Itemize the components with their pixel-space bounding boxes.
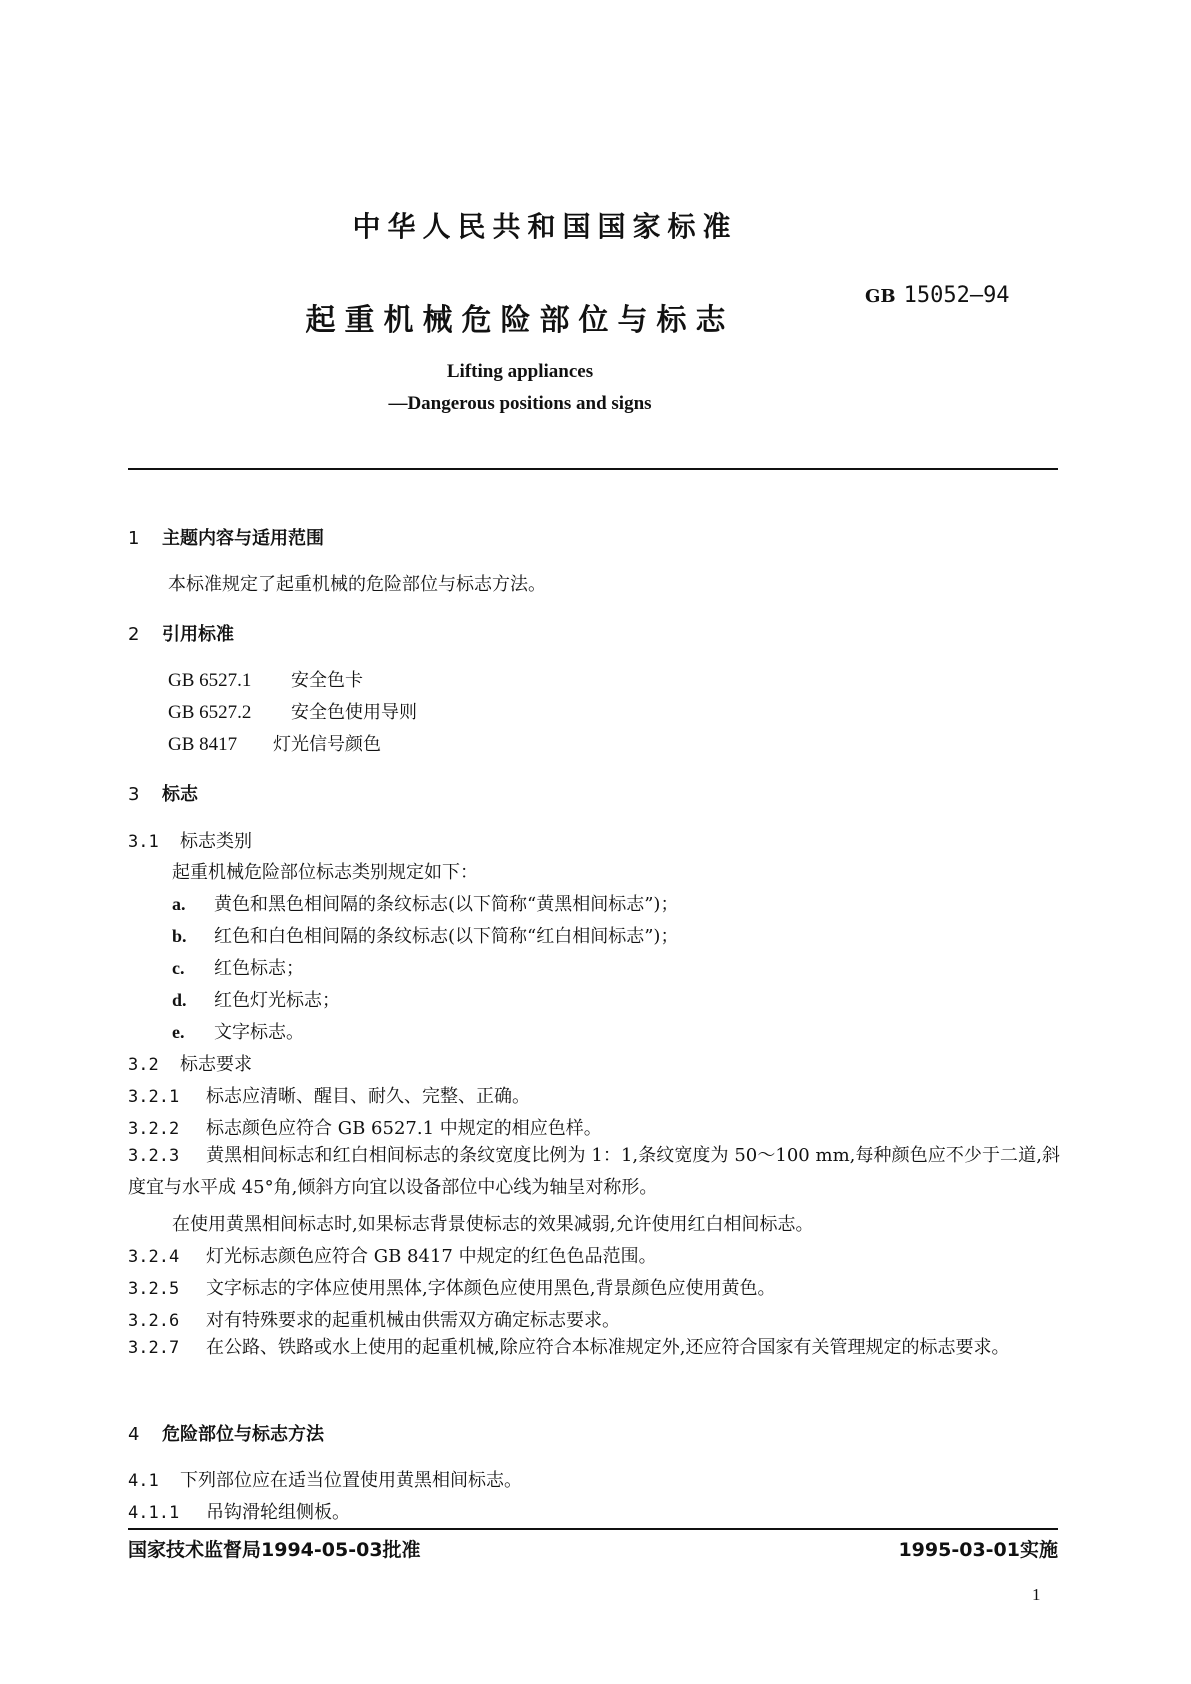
clause-number: 3.2.4 xyxy=(128,1247,180,1267)
list-item xyxy=(172,1018,304,1044)
approval-info: 国家技术监督局1994-05-03批准 xyxy=(128,1539,421,1561)
clause-number: 4.1 xyxy=(128,1471,159,1491)
clause-text: 对有特殊要求的起重机械由供需双方确定标志要求。 xyxy=(206,1310,620,1331)
clause-number: 3.1 xyxy=(128,832,159,852)
standard-code: 15052—94 xyxy=(903,283,1010,308)
clause-3-2-1 xyxy=(128,1082,530,1108)
clause-text: 标志颜色应符合 GB 6527.1 中规定的相应色样。 xyxy=(206,1118,602,1139)
clause-text: 黄黑相间标志和红白相间标志的条纹宽度比例为 1：1,条纹宽度为 50～100 mm,每种颜色应不少于二道,斜度宜与水平成 45°角,倾斜方向宜以设备部位中心线为轴呈对称形。 xyxy=(128,1145,1060,1198)
clause-number: 3.2.1 xyxy=(128,1087,180,1107)
list-text: 红色标志； xyxy=(214,958,304,979)
standard-prefix: GB xyxy=(865,286,896,307)
standard-number xyxy=(865,283,1010,308)
clause-3-2-2 xyxy=(128,1114,602,1140)
implementation-date: 1995-03-01实施 xyxy=(898,1539,1058,1561)
clause-3-1 xyxy=(128,827,252,853)
list-item xyxy=(172,922,678,948)
list-marker: e. xyxy=(172,1022,185,1042)
clause-number: 3.2.5 xyxy=(128,1279,180,1299)
reference-code: GB 6527.1 xyxy=(168,670,252,691)
list-marker: a. xyxy=(172,894,186,914)
clause-text: 灯光标志颜色应符合 GB 8417 中规定的红色色品范围。 xyxy=(206,1246,657,1267)
section-3-heading xyxy=(128,780,198,806)
section-1-number: 1 xyxy=(128,528,140,549)
list-marker: d. xyxy=(172,990,187,1010)
clause-3-2-7 xyxy=(128,1332,1060,1364)
clause-number: 3.2.6 xyxy=(128,1311,180,1331)
clause-text: 下列部位应在适当位置使用黄黑相间标志。 xyxy=(180,1470,522,1491)
reference-name: 安全色卡 xyxy=(291,670,363,691)
section-3-title: 标志 xyxy=(162,784,198,805)
clause-number: 3.2.7 xyxy=(128,1338,180,1358)
section-2-number: 2 xyxy=(128,624,140,645)
section-2-heading xyxy=(128,620,234,646)
english-title-line-1: Lifting appliances xyxy=(446,361,594,382)
page-number: 1 xyxy=(1032,1585,1041,1604)
clause-4-1 xyxy=(128,1466,522,1492)
clause-3-2-3 xyxy=(128,1140,1060,1204)
list-text: 文字标志。 xyxy=(214,1022,304,1043)
header-rule xyxy=(128,468,1058,470)
clause-title: 标志要求 xyxy=(180,1054,252,1075)
reference-item xyxy=(168,666,363,692)
clause-3-1-intro: 起重机械危险部位标志类别规定如下： xyxy=(172,862,478,883)
footer-rule xyxy=(128,1528,1058,1530)
section-1-title: 主题内容与适用范围 xyxy=(162,528,324,549)
list-item xyxy=(172,954,304,980)
clause-3-2-5 xyxy=(128,1274,775,1300)
clause-3-2-3-paragraph-2: 在使用黄黑相间标志时,如果标志背景使标志的效果减弱,允许使用红白相间标志。 xyxy=(172,1214,814,1235)
reference-name: 安全色使用导则 xyxy=(291,702,417,723)
clause-number: 3.2.2 xyxy=(128,1119,180,1139)
list-marker: b. xyxy=(172,926,187,946)
clause-3-2-4 xyxy=(128,1242,657,1268)
section-4-heading xyxy=(128,1420,324,1446)
reference-item xyxy=(168,730,381,756)
list-text: 红色灯光标志； xyxy=(214,990,340,1011)
list-marker: c. xyxy=(172,958,185,978)
clause-text: 文字标志的字体应使用黑体,字体颜色应使用黑色,背景颜色应使用黄色。 xyxy=(206,1278,776,1299)
reference-name: 灯光信号颜色 xyxy=(273,734,381,755)
clause-3-2 xyxy=(128,1050,252,1076)
national-standard-heading: 中华人民共和国国家标准 xyxy=(352,210,738,243)
clause-3-2-6 xyxy=(128,1306,620,1332)
clause-number: 3.2.3 xyxy=(128,1146,180,1166)
section-2-title: 引用标准 xyxy=(162,624,234,645)
section-1-heading xyxy=(128,524,324,550)
reference-code: GB 6527.2 xyxy=(168,702,252,723)
list-text: 红色和白色相间隔的条纹标志(以下简称“红白相间标志”)； xyxy=(214,926,679,947)
section-4-number: 4 xyxy=(128,1424,140,1445)
clause-title: 标志类别 xyxy=(180,831,252,852)
section-1-text: 本标准规定了起重机械的危险部位与标志方法。 xyxy=(168,574,546,595)
clause-number: 3.2 xyxy=(128,1055,159,1075)
reference-item xyxy=(168,698,417,724)
list-item xyxy=(172,890,678,916)
clause-text: 标志应清晰、醒目、耐久、完整、正确。 xyxy=(206,1086,530,1107)
clause-text: 吊钩滑轮组侧板。 xyxy=(206,1502,350,1523)
section-4-title: 危险部位与标志方法 xyxy=(162,1424,324,1445)
section-3-number: 3 xyxy=(128,784,140,805)
clause-text: 在公路、铁路或水上使用的起重机械,除应符合本标准规定外,还应符合国家有关管理规定的标志要求。 xyxy=(206,1337,1010,1358)
document-title: 起重机械危险部位与标志 xyxy=(305,303,735,338)
english-title-line-2: —Dangerous positions and signs xyxy=(388,393,652,414)
list-item xyxy=(172,986,340,1012)
clause-4-1-1 xyxy=(128,1498,350,1524)
reference-code: GB 8417 xyxy=(168,734,238,755)
list-text: 黄色和黑色相间隔的条纹标志(以下简称“黄黑相间标志”)； xyxy=(214,894,679,915)
clause-number: 4.1.1 xyxy=(128,1503,180,1523)
